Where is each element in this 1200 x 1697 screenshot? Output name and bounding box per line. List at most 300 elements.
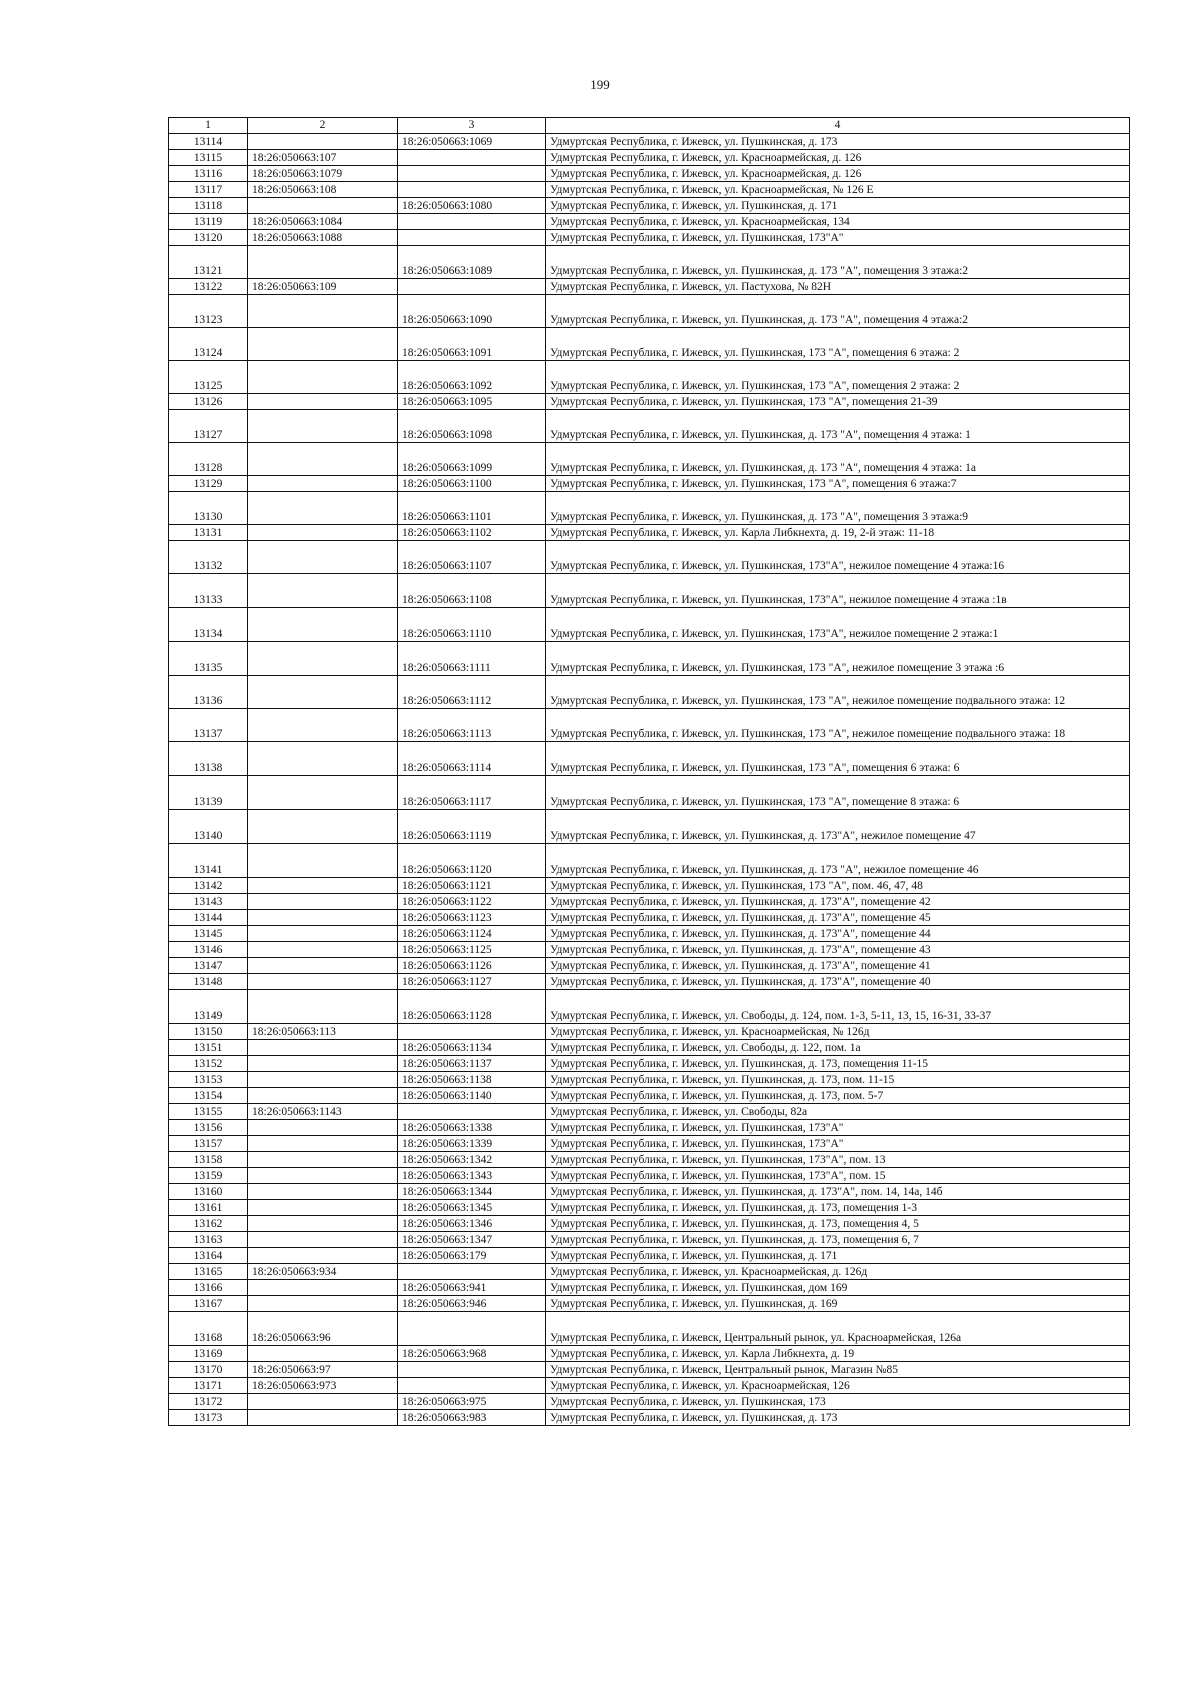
- address-cell: Удмуртская Республика, г. Ижевск, ул. Пушкинская, д. 173 "А", помещения 4 этажа: 1: [546, 410, 1130, 443]
- table-row: [169, 958, 1130, 974]
- table-header: [169, 118, 1130, 134]
- table-row: [169, 574, 1130, 608]
- object-cadastral-number-cell: 18:26:050663:1119: [398, 810, 546, 844]
- row-number-cell: 13161: [169, 1200, 248, 1216]
- cadastral-number-cell: [248, 1152, 398, 1168]
- cadastral-number-cell: [248, 1040, 398, 1056]
- cadastral-number-cell: [248, 1200, 398, 1216]
- cadastral-number-cell: [248, 410, 398, 443]
- address-cell: Удмуртская Республика, г. Ижевск, ул. Пушкинская, д. 173"А", помещение 44: [546, 926, 1130, 942]
- row-number-cell: 13146: [169, 942, 248, 958]
- address-cell: Удмуртская Республика, г. Ижевск, ул. Пастухова, № 82Н: [546, 279, 1130, 295]
- table-row: [169, 279, 1130, 295]
- address-cell: Удмуртская Республика, г. Ижевск, ул. Пушкинская, д. 173"А", помещение 43: [546, 942, 1130, 958]
- row-number-cell: 13132: [169, 541, 248, 574]
- table-row: [169, 443, 1130, 476]
- object-cadastral-number-cell: [398, 214, 546, 230]
- column-header-3: 3: [398, 118, 546, 134]
- address-cell: Удмуртская Республика, г. Ижевск, ул. Пушкинская, 173 "А", помещение 8 этажа: 6: [546, 776, 1130, 810]
- address-cell: Удмуртская Республика, г. Ижевск, ул. Пушкинская, 173 "А", нежилое помещение 3 этажа :6: [546, 642, 1130, 676]
- cadastral-number-cell: [248, 1136, 398, 1152]
- row-number-cell: 13126: [169, 394, 248, 410]
- address-cell: Удмуртская Республика, г. Ижевск, ул. Пушкинская, 173"А", пом. 15: [546, 1168, 1130, 1184]
- object-cadastral-number-cell: 18:26:050663:941: [398, 1280, 546, 1296]
- object-cadastral-number-cell: 18:26:050663:1117: [398, 776, 546, 810]
- cadastral-number-cell: [248, 878, 398, 894]
- cadastral-number-cell: [248, 810, 398, 844]
- row-number-cell: 13129: [169, 476, 248, 492]
- address-cell: Удмуртская Республика, г. Ижевск, ул. Свободы, 82а: [546, 1104, 1130, 1120]
- table-row: [169, 1410, 1130, 1426]
- cadastral-number-cell: [248, 990, 398, 1024]
- table-row: [169, 942, 1130, 958]
- row-number-cell: 13124: [169, 328, 248, 361]
- address-cell: Удмуртская Республика, г. Ижевск, Центральный рынок, Магазин №85: [546, 1362, 1130, 1378]
- object-cadastral-number-cell: 18:26:050663:1090: [398, 295, 546, 328]
- address-cell: Удмуртская Республика, г. Ижевск, ул. Пушкинская, д. 173, помещения 4, 5: [546, 1216, 1130, 1232]
- object-cadastral-number-cell: 18:26:050663:1123: [398, 910, 546, 926]
- row-number-cell: 13135: [169, 642, 248, 676]
- table-row: [169, 878, 1130, 894]
- address-cell: Удмуртская Республика, г. Ижевск, ул. Красноармейская, № 126 Е: [546, 182, 1130, 198]
- row-number-cell: 13162: [169, 1216, 248, 1232]
- object-cadastral-number-cell: 18:26:050663:1107: [398, 541, 546, 574]
- address-cell: Удмуртская Республика, г. Ижевск, ул. Пушкинская, 173 "А", помещения 6 этажа: 6: [546, 742, 1130, 776]
- address-cell: Удмуртская Республика, г. Ижевск, ул. Пушкинская, д. 171: [546, 1248, 1130, 1264]
- row-number-cell: 13168: [169, 1312, 248, 1346]
- table-row: [169, 642, 1130, 676]
- cadastral-number-cell: [248, 1088, 398, 1104]
- row-number-cell: 13159: [169, 1168, 248, 1184]
- address-cell: Удмуртская Республика, г. Ижевск, ул. Карла Либкнехта, д. 19, 2-й этаж: 11-18: [546, 525, 1130, 541]
- cadastral-number-cell: [248, 525, 398, 541]
- object-cadastral-number-cell: 18:26:050663:1138: [398, 1072, 546, 1088]
- cadastral-number-cell: [248, 676, 398, 709]
- address-cell: Удмуртская Республика, г. Ижевск, ул. Пушкинская, д. 173, помещения 1-3: [546, 1200, 1130, 1216]
- column-header-1: 1: [169, 118, 248, 134]
- object-cadastral-number-cell: [398, 1024, 546, 1040]
- address-cell: Удмуртская Республика, г. Ижевск, ул. Пушкинская, д. 173: [546, 1410, 1130, 1426]
- row-number-cell: 13156: [169, 1120, 248, 1136]
- address-cell: Удмуртская Республика, г. Ижевск, ул. Пушкинская, д. 173, помещения 11-15: [546, 1056, 1130, 1072]
- address-cell: Удмуртская Республика, г. Ижевск, ул. Пушкинская, 173"А", нежилое помещение 4 этажа:16: [546, 541, 1130, 574]
- row-number-cell: 13119: [169, 214, 248, 230]
- address-cell: Удмуртская Республика, г. Ижевск, ул. Пушкинская, 173"А": [546, 1136, 1130, 1152]
- address-cell: Удмуртская Республика, г. Ижевск, ул. Пушкинская, 173 "А", нежилое помещение подвального этажа: 12: [546, 676, 1130, 709]
- object-cadastral-number-cell: [398, 1312, 546, 1346]
- address-cell: Удмуртская Республика, г. Ижевск, ул. Пушкинская, д. 173"А", помещение 41: [546, 958, 1130, 974]
- row-number-cell: 13148: [169, 974, 248, 990]
- cadastral-number-cell: 18:26:050663:973: [248, 1378, 398, 1394]
- object-cadastral-number-cell: 18:26:050663:1343: [398, 1168, 546, 1184]
- object-cadastral-number-cell: 18:26:050663:1127: [398, 974, 546, 990]
- cadastral-number-cell: [248, 1056, 398, 1072]
- row-number-cell: 13147: [169, 958, 248, 974]
- cadastral-number-cell: [248, 942, 398, 958]
- row-number-cell: 13127: [169, 410, 248, 443]
- row-number-cell: 13139: [169, 776, 248, 810]
- table-row: [169, 1200, 1130, 1216]
- object-cadastral-number-cell: 18:26:050663:1339: [398, 1136, 546, 1152]
- row-number-cell: 13120: [169, 230, 248, 246]
- table-row: [169, 525, 1130, 541]
- row-number-cell: 13138: [169, 742, 248, 776]
- object-cadastral-number-cell: 18:26:050663:946: [398, 1296, 546, 1312]
- address-cell: Удмуртская Республика, г. Ижевск, ул. Пушкинская, д. 171: [546, 198, 1130, 214]
- row-number-cell: 13155: [169, 1104, 248, 1120]
- table-row: [169, 1088, 1130, 1104]
- address-cell: Удмуртская Республика, г. Ижевск, ул. Пушкинская, д. 173 "А", помещения 3 этажа:2: [546, 246, 1130, 279]
- address-cell: Удмуртская Республика, г. Ижевск, ул. Красноармейская, 134: [546, 214, 1130, 230]
- table-row: [169, 295, 1130, 328]
- column-header-2: 2: [248, 118, 398, 134]
- cadastral-number-cell: [248, 394, 398, 410]
- object-cadastral-number-cell: 18:26:050663:1121: [398, 878, 546, 894]
- object-cadastral-number-cell: 18:26:050663:1099: [398, 443, 546, 476]
- object-cadastral-number-cell: 18:26:050663:1095: [398, 394, 546, 410]
- row-number-cell: 13121: [169, 246, 248, 279]
- row-number-cell: 13158: [169, 1152, 248, 1168]
- object-cadastral-number-cell: 18:26:050663:179: [398, 1248, 546, 1264]
- row-number-cell: 13134: [169, 608, 248, 642]
- row-number-cell: 13131: [169, 525, 248, 541]
- address-cell: Удмуртская Республика, г. Ижевск, ул. Пушкинская, 173"А", нежилое помещение 2 этажа:1: [546, 608, 1130, 642]
- row-number-cell: 13128: [169, 443, 248, 476]
- cadastral-number-cell: 18:26:050663:97: [248, 1362, 398, 1378]
- table-row: [169, 676, 1130, 709]
- row-number-cell: 13123: [169, 295, 248, 328]
- address-cell: Удмуртская Республика, г. Ижевск, ул. Пушкинская, д. 173, пом. 11-15: [546, 1072, 1130, 1088]
- table-row: [169, 1346, 1130, 1362]
- object-cadastral-number-cell: 18:26:050663:1080: [398, 198, 546, 214]
- row-number-cell: 13149: [169, 990, 248, 1024]
- cadastral-number-cell: [248, 894, 398, 910]
- cadastral-number-cell: [248, 1216, 398, 1232]
- cadastral-number-cell: [248, 443, 398, 476]
- object-cadastral-number-cell: 18:26:050663:1111: [398, 642, 546, 676]
- row-number-cell: 13141: [169, 844, 248, 878]
- address-cell: Удмуртская Республика, г. Ижевск, ул. Пушкинская, 173 "А", помещения 2 этажа: 2: [546, 361, 1130, 394]
- object-cadastral-number-cell: 18:26:050663:1140: [398, 1088, 546, 1104]
- table-row: [169, 1152, 1130, 1168]
- table-row: [169, 541, 1130, 574]
- cadastral-number-cell: 18:26:050663:1088: [248, 230, 398, 246]
- address-cell: Удмуртская Республика, г. Ижевск, ул. Пушкинская, д. 173, пом. 5-7: [546, 1088, 1130, 1104]
- address-cell: Удмуртская Республика, г. Ижевск, ул. Пушкинская, д. 169: [546, 1296, 1130, 1312]
- object-cadastral-number-cell: 18:26:050663:968: [398, 1346, 546, 1362]
- object-cadastral-number-cell: 18:26:050663:1126: [398, 958, 546, 974]
- table-row: [169, 1248, 1130, 1264]
- address-cell: Удмуртская Республика, г. Ижевск, ул. Пушкинская, д. 173"А", помещение 42: [546, 894, 1130, 910]
- table-row: [169, 974, 1130, 990]
- object-cadastral-number-cell: [398, 150, 546, 166]
- cadastral-number-cell: [248, 1232, 398, 1248]
- row-number-cell: 13142: [169, 878, 248, 894]
- table-row: [169, 492, 1130, 525]
- row-number-cell: 13114: [169, 134, 248, 150]
- row-number-cell: 13117: [169, 182, 248, 198]
- row-number-cell: 13173: [169, 1410, 248, 1426]
- table-row: [169, 1264, 1130, 1280]
- row-number-cell: 13171: [169, 1378, 248, 1394]
- address-cell: Удмуртская Республика, г. Ижевск, ул. Пушкинская, 173 "А", помещения 21-39: [546, 394, 1130, 410]
- address-cell: Удмуртская Республика, г. Ижевск, ул. Пушкинская, д. 173, помещения 6, 7: [546, 1232, 1130, 1248]
- page-number: 199: [590, 77, 610, 92]
- address-cell: Удмуртская Республика, г. Ижевск, ул. Красноармейская, д. 126: [546, 166, 1130, 182]
- object-cadastral-number-cell: 18:26:050663:1069: [398, 134, 546, 150]
- row-number-cell: 13167: [169, 1296, 248, 1312]
- row-number-cell: 13151: [169, 1040, 248, 1056]
- cadastral-number-cell: [248, 1120, 398, 1136]
- table-row: [169, 1136, 1130, 1152]
- table-row: [169, 246, 1130, 279]
- object-cadastral-number-cell: 18:26:050663:1345: [398, 1200, 546, 1216]
- row-number-cell: 13140: [169, 810, 248, 844]
- table-row: [169, 214, 1130, 230]
- address-cell: Удмуртская Республика, г. Ижевск, ул. Пушкинская, 173 "А", пом. 46, 47, 48: [546, 878, 1130, 894]
- table-row: [169, 776, 1130, 810]
- object-cadastral-number-cell: [398, 230, 546, 246]
- address-cell: Удмуртская Республика, г. Ижевск, ул. Пушкинская, д. 173 "А", помещения 4 этажа: 1а: [546, 443, 1130, 476]
- cadastral-number-cell: [248, 1184, 398, 1200]
- address-cell: Удмуртская Республика, г. Ижевск, ул. Пушкинская, 173"А", пом. 13: [546, 1152, 1130, 1168]
- row-number-cell: 13163: [169, 1232, 248, 1248]
- cadastral-number-cell: 18:26:050663:96: [248, 1312, 398, 1346]
- table-row: [169, 742, 1130, 776]
- cadastral-number-cell: 18:26:050663:1084: [248, 214, 398, 230]
- address-cell: Удмуртская Республика, г. Ижевск, ул. Пушкинская, д. 173 "А", нежилое помещение 46: [546, 844, 1130, 878]
- table-row: [169, 410, 1130, 443]
- address-cell: Удмуртская Республика, г. Ижевск, ул. Пушкинская, д. 173: [546, 134, 1130, 150]
- table-row: [169, 810, 1130, 844]
- row-number-cell: 13170: [169, 1362, 248, 1378]
- row-number-cell: 13116: [169, 166, 248, 182]
- cadastral-number-cell: [248, 608, 398, 642]
- table-row: [169, 1104, 1130, 1120]
- table-row: [169, 198, 1130, 214]
- address-cell: Удмуртская Республика, г. Ижевск, ул. Красноармейская, 126: [546, 1378, 1130, 1394]
- cadastral-number-cell: [248, 1072, 398, 1088]
- address-cell: Удмуртская Республика, г. Ижевск, ул. Пушкинская, дом 169: [546, 1280, 1130, 1296]
- table-row: [169, 150, 1130, 166]
- row-number-cell: 13118: [169, 198, 248, 214]
- object-cadastral-number-cell: 18:26:050663:1092: [398, 361, 546, 394]
- table-row: [169, 926, 1130, 942]
- cadastral-number-cell: [248, 1410, 398, 1426]
- cadastral-number-cell: [248, 1168, 398, 1184]
- registry-table: [168, 117, 1130, 1426]
- table-row: [169, 709, 1130, 742]
- table-body: [169, 134, 1130, 1426]
- address-cell: Удмуртская Республика, г. Ижевск, ул. Свободы, д. 122, пом. 1а: [546, 1040, 1130, 1056]
- row-number-cell: 13152: [169, 1056, 248, 1072]
- cadastral-number-cell: [248, 328, 398, 361]
- object-cadastral-number-cell: 18:26:050663:1089: [398, 246, 546, 279]
- cadastral-number-cell: [248, 974, 398, 990]
- cadastral-number-cell: [248, 492, 398, 525]
- cadastral-number-cell: 18:26:050663:109: [248, 279, 398, 295]
- address-cell: Удмуртская Республика, г. Ижевск, ул. Пушкинская, д. 173"А", пом. 14, 14а, 14б: [546, 1184, 1130, 1200]
- row-number-cell: 13130: [169, 492, 248, 525]
- row-number-cell: 13143: [169, 894, 248, 910]
- table-row: [169, 230, 1130, 246]
- cadastral-number-cell: [248, 1280, 398, 1296]
- object-cadastral-number-cell: 18:26:050663:1108: [398, 574, 546, 608]
- table-row: [169, 1296, 1130, 1312]
- cadastral-number-cell: 18:26:050663:1079: [248, 166, 398, 182]
- address-cell: Удмуртская Республика, г. Ижевск, ул. Пушкинская, 173 "А", нежилое помещение подвального этажа: 18: [546, 709, 1130, 742]
- cadastral-number-cell: [248, 958, 398, 974]
- object-cadastral-number-cell: 18:26:050663:1100: [398, 476, 546, 492]
- row-number-cell: 13172: [169, 1394, 248, 1410]
- cadastral-number-cell: [248, 476, 398, 492]
- address-cell: Удмуртская Республика, г. Ижевск, ул. Красноармейская, д. 126: [546, 150, 1130, 166]
- cadastral-number-cell: [248, 926, 398, 942]
- table-row: [169, 1216, 1130, 1232]
- object-cadastral-number-cell: 18:26:050663:1110: [398, 608, 546, 642]
- cadastral-number-cell: [248, 709, 398, 742]
- table-row: [169, 182, 1130, 198]
- object-cadastral-number-cell: 18:26:050663:1101: [398, 492, 546, 525]
- table-row: [169, 1120, 1130, 1136]
- row-number-cell: 13133: [169, 574, 248, 608]
- table-row: [169, 910, 1130, 926]
- object-cadastral-number-cell: 18:26:050663:975: [398, 1394, 546, 1410]
- row-number-cell: 13122: [169, 279, 248, 295]
- object-cadastral-number-cell: 18:26:050663:1134: [398, 1040, 546, 1056]
- table-row: [169, 1232, 1130, 1248]
- object-cadastral-number-cell: 18:26:050663:1091: [398, 328, 546, 361]
- table-row: [169, 1168, 1130, 1184]
- row-number-cell: 13165: [169, 1264, 248, 1280]
- row-number-cell: 13115: [169, 150, 248, 166]
- address-cell: Удмуртская Республика, г. Ижевск, ул. Пушкинская, д. 173 "А", помещения 4 этажа:2: [546, 295, 1130, 328]
- table-row: [169, 1280, 1130, 1296]
- row-number-cell: 13136: [169, 676, 248, 709]
- table-row: [169, 608, 1130, 642]
- row-number-cell: 13145: [169, 926, 248, 942]
- object-cadastral-number-cell: 18:26:050663:1342: [398, 1152, 546, 1168]
- object-cadastral-number-cell: [398, 1362, 546, 1378]
- object-cadastral-number-cell: 18:26:050663:1346: [398, 1216, 546, 1232]
- cadastral-number-cell: [248, 1394, 398, 1410]
- cadastral-number-cell: [248, 246, 398, 279]
- cadastral-number-cell: [248, 1296, 398, 1312]
- row-number-cell: 13166: [169, 1280, 248, 1296]
- object-cadastral-number-cell: [398, 279, 546, 295]
- table-row: [169, 1072, 1130, 1088]
- row-number-cell: 13144: [169, 910, 248, 926]
- address-cell: Удмуртская Республика, г. Ижевск, ул. Пушкинская, 173"А": [546, 230, 1130, 246]
- table-row: [169, 844, 1130, 878]
- row-number-cell: 13154: [169, 1088, 248, 1104]
- object-cadastral-number-cell: [398, 1378, 546, 1394]
- object-cadastral-number-cell: 18:26:050663:1114: [398, 742, 546, 776]
- cadastral-number-cell: 18:26:050663:113: [248, 1024, 398, 1040]
- object-cadastral-number-cell: 18:26:050663:1347: [398, 1232, 546, 1248]
- address-cell: Удмуртская Республика, г. Ижевск, ул. Пушкинская, д. 173"А", помещение 45: [546, 910, 1130, 926]
- object-cadastral-number-cell: 18:26:050663:1098: [398, 410, 546, 443]
- table-row: [169, 894, 1130, 910]
- object-cadastral-number-cell: 18:26:050663:1137: [398, 1056, 546, 1072]
- table-row: [169, 990, 1130, 1024]
- table-row: [169, 1362, 1130, 1378]
- cadastral-number-cell: [248, 134, 398, 150]
- column-header-4: 4: [546, 118, 1130, 134]
- object-cadastral-number-cell: 18:26:050663:1122: [398, 894, 546, 910]
- object-cadastral-number-cell: [398, 166, 546, 182]
- row-number-cell: 13169: [169, 1346, 248, 1362]
- table-row: [169, 1378, 1130, 1394]
- address-cell: Удмуртская Республика, г. Ижевск, ул. Свободы, д. 124, пом. 1-3, 5-11, 13, 15, 16-31, 33-37: [546, 990, 1130, 1024]
- cadastral-number-cell: [248, 541, 398, 574]
- table-row: [169, 1056, 1130, 1072]
- address-cell: Удмуртская Республика, г. Ижевск, ул. Пушкинская, 173 "А", помещения 6 этажа: 2: [546, 328, 1130, 361]
- cadastral-number-cell: [248, 574, 398, 608]
- cadastral-number-cell: 18:26:050663:107: [248, 150, 398, 166]
- address-cell: Удмуртская Республика, г. Ижевск, ул. Пушкинская, 173"А": [546, 1120, 1130, 1136]
- cadastral-number-cell: [248, 1346, 398, 1362]
- address-cell: Удмуртская Республика, г. Ижевск, Центральный рынок, ул. Красноармейская, 126а: [546, 1312, 1130, 1346]
- row-number-cell: 13160: [169, 1184, 248, 1200]
- table-row: [169, 1312, 1130, 1346]
- cadastral-number-cell: [248, 361, 398, 394]
- address-cell: Удмуртская Республика, г. Ижевск, ул. Пушкинская, д. 173"А", нежилое помещение 47: [546, 810, 1130, 844]
- table-row: [169, 166, 1130, 182]
- row-number-cell: 13157: [169, 1136, 248, 1152]
- table-row: [169, 1394, 1130, 1410]
- cadastral-number-cell: [248, 742, 398, 776]
- cadastral-number-cell: [248, 1248, 398, 1264]
- object-cadastral-number-cell: [398, 1264, 546, 1280]
- object-cadastral-number-cell: 18:26:050663:1120: [398, 844, 546, 878]
- table-row: [169, 134, 1130, 150]
- cadastral-number-cell: [248, 910, 398, 926]
- row-number-cell: 13164: [169, 1248, 248, 1264]
- address-cell: Удмуртская Республика, г. Ижевск, ул. Пушкинская, 173"А", нежилое помещение 4 этажа :1в: [546, 574, 1130, 608]
- row-number-cell: 13125: [169, 361, 248, 394]
- cadastral-number-cell: [248, 295, 398, 328]
- table-row: [169, 328, 1130, 361]
- cadastral-number-cell: 18:26:050663:934: [248, 1264, 398, 1280]
- cadastral-number-cell: [248, 776, 398, 810]
- address-cell: Удмуртская Республика, г. Ижевск, ул. Пушкинская, 173 "А", помещения 6 этажа:7: [546, 476, 1130, 492]
- cadastral-number-cell: [248, 198, 398, 214]
- object-cadastral-number-cell: 18:26:050663:1338: [398, 1120, 546, 1136]
- table-row: [169, 1184, 1130, 1200]
- object-cadastral-number-cell: 18:26:050663:1102: [398, 525, 546, 541]
- cadastral-number-cell: 18:26:050663:108: [248, 182, 398, 198]
- object-cadastral-number-cell: [398, 1104, 546, 1120]
- row-number-cell: 13137: [169, 709, 248, 742]
- address-cell: Удмуртская Республика, г. Ижевск, ул. Пушкинская, д. 173"А", помещение 40: [546, 974, 1130, 990]
- table-row: [169, 394, 1130, 410]
- cadastral-number-cell: 18:26:050663:1143: [248, 1104, 398, 1120]
- cadastral-number-cell: [248, 844, 398, 878]
- object-cadastral-number-cell: 18:26:050663:1113: [398, 709, 546, 742]
- object-cadastral-number-cell: 18:26:050663:1125: [398, 942, 546, 958]
- address-cell: Удмуртская Республика, г. Ижевск, ул. Красноармейская, д. 126д: [546, 1264, 1130, 1280]
- address-cell: Удмуртская Республика, г. Ижевск, ул. Пушкинская, 173: [546, 1394, 1130, 1410]
- address-cell: Удмуртская Республика, г. Ижевск, ул. Карла Либкнехта, д. 19: [546, 1346, 1130, 1362]
- row-number-cell: 13150: [169, 1024, 248, 1040]
- address-cell: Удмуртская Республика, г. Ижевск, ул. Красноармейская, № 126д: [546, 1024, 1130, 1040]
- cadastral-number-cell: [248, 642, 398, 676]
- object-cadastral-number-cell: 18:26:050663:983: [398, 1410, 546, 1426]
- object-cadastral-number-cell: [398, 182, 546, 198]
- object-cadastral-number-cell: 18:26:050663:1112: [398, 676, 546, 709]
- table-row: [169, 1040, 1130, 1056]
